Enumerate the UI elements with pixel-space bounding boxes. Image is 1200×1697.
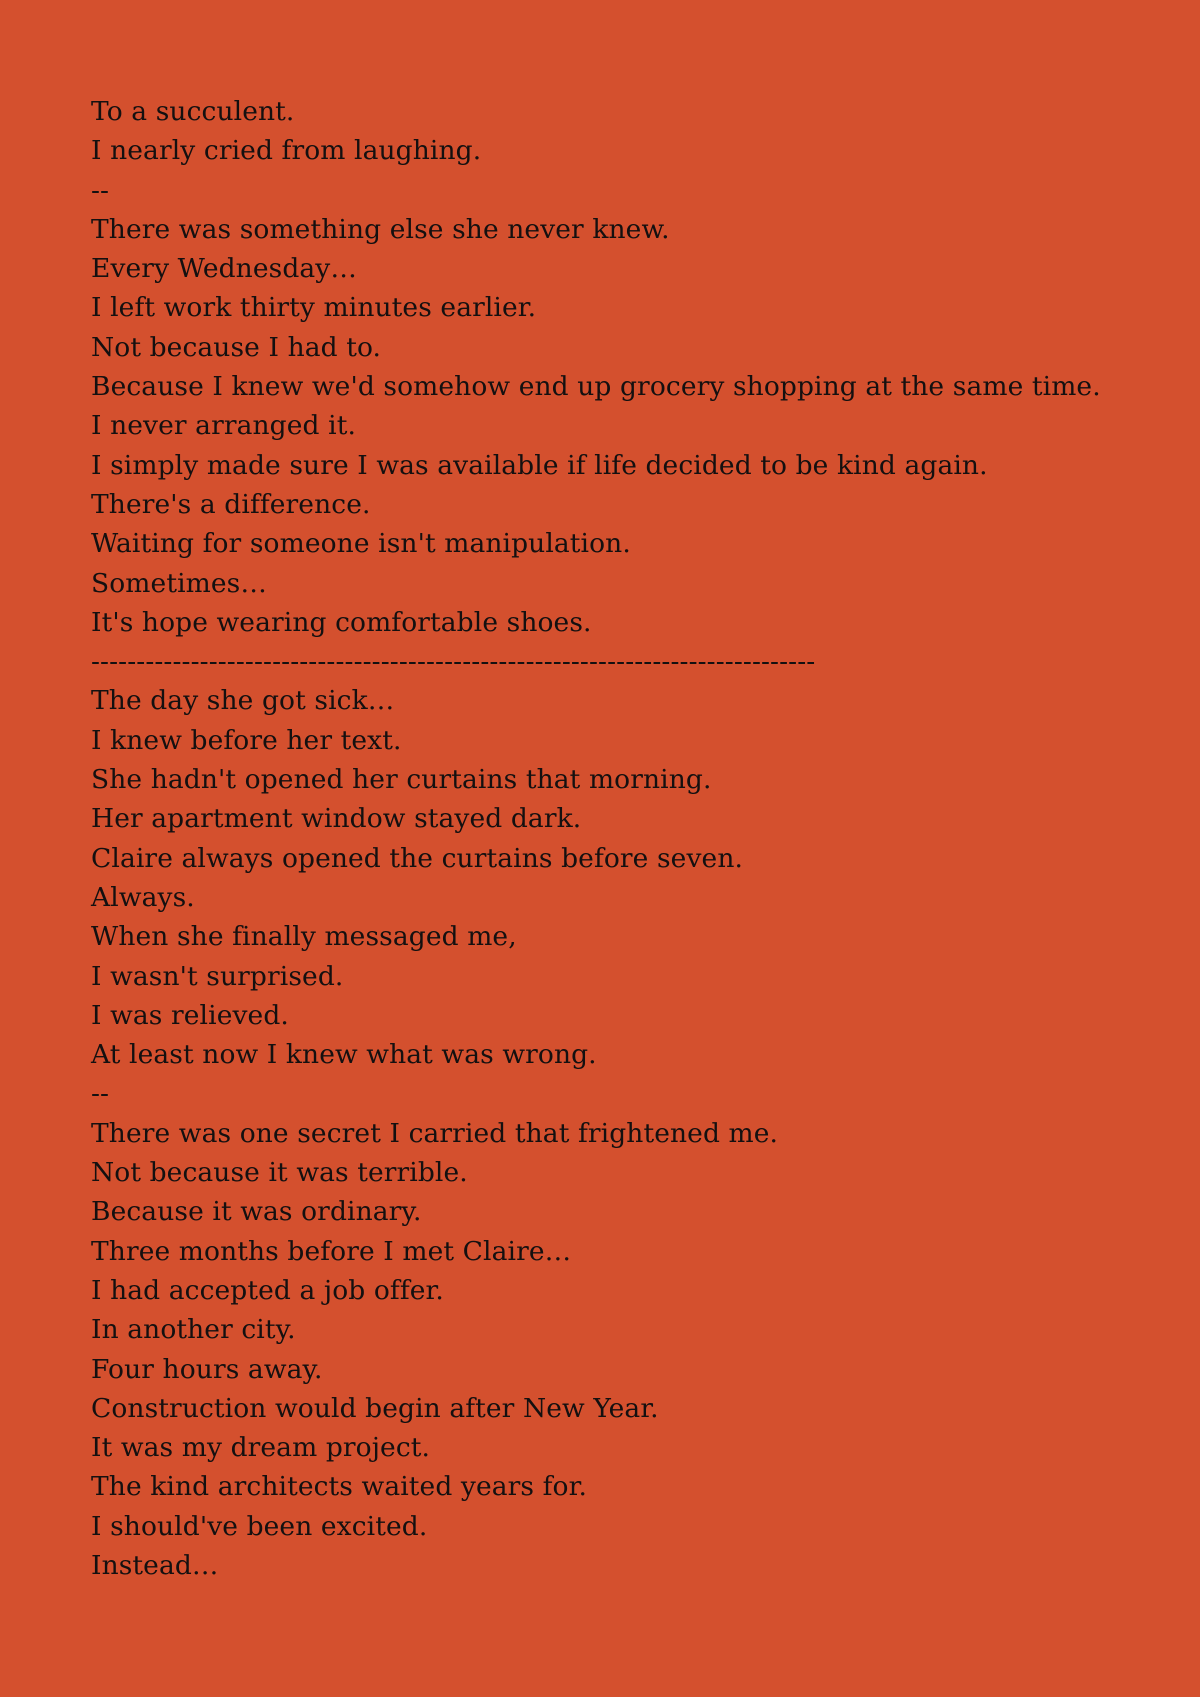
text-line: Three months before I met Claire… (91, 1235, 572, 1267)
text-line: I simply made sure I was available if life decided to be kind again. (91, 449, 988, 481)
text-line: I nearly cried from laughing. (91, 135, 482, 167)
text-line: I never arranged it. (91, 410, 356, 442)
section-divider: -------------------------------------------------------------------------------- (91, 646, 816, 678)
text-line: I left work thirty minutes earlier. (91, 292, 537, 324)
separator: -- (91, 174, 110, 206)
text-line: Because it was ordinary. (91, 1196, 422, 1228)
text-line: There was one secret I carried that frightened me. (91, 1117, 779, 1149)
text-line: Instead… (91, 1549, 219, 1581)
text-line: I had accepted a job offer. (91, 1274, 444, 1306)
separator: -- (91, 1078, 110, 1110)
text-line: Every Wednesday… (91, 253, 357, 285)
text-line: Not because it was terrible. (91, 1157, 468, 1189)
text-line: At least now I knew what was wrong. (91, 1039, 597, 1071)
text-line: Her apartment window stayed dark. (91, 803, 582, 835)
text-line: Construction would begin after New Year. (91, 1392, 659, 1424)
text-line: There's a difference. (91, 488, 371, 520)
text-line: Claire always opened the curtains before seven. (91, 842, 744, 874)
text-line: There was something else she never knew. (91, 213, 670, 245)
text-line: The day she got sick… (91, 685, 395, 717)
text-line: Waiting for someone isn't manipulation. (91, 528, 631, 560)
text-line: To a succulent. (91, 96, 295, 127)
text-line: It's hope wearing comfortable shoes. (91, 606, 592, 638)
text-line: She hadn't opened her curtains that morning. (91, 764, 712, 796)
text-line: Sometimes… (91, 567, 267, 599)
text-line: I was relieved. (91, 999, 289, 1031)
text-line: When she finally messaged me, (91, 921, 517, 953)
text-line: In another city. (91, 1314, 296, 1346)
text-line: The kind architects waited years for. (91, 1471, 587, 1503)
text-line: I should've been excited. (91, 1510, 428, 1542)
text-line: Always. (91, 881, 195, 913)
text-line: I wasn't surprised. (91, 960, 344, 992)
text-line: It was my dream project. (91, 1432, 431, 1464)
text-line: Not because I had to. (91, 331, 382, 363)
document-body (91, 92, 1171, 1585)
text-line: Because I knew we'd somehow end up grocery shopping at the same time. (91, 371, 1101, 403)
text-line: I knew before her text. (91, 724, 402, 756)
text-line: Four hours away. (91, 1353, 323, 1385)
